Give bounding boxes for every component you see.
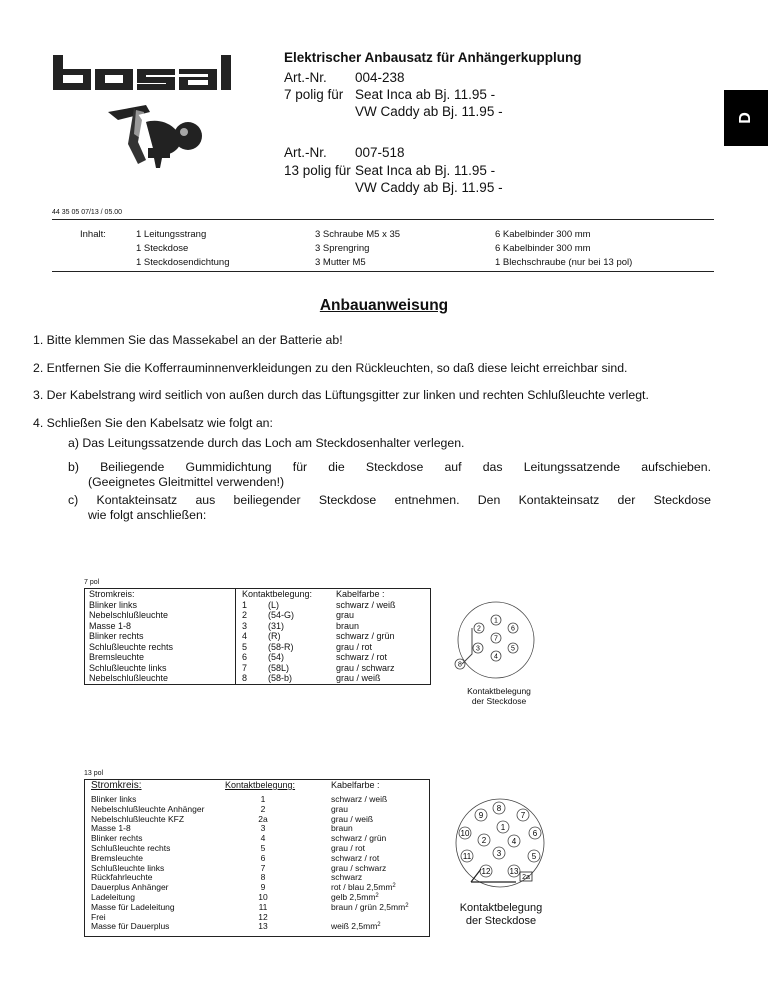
table13-cell-color: grau / rot [331,842,366,853]
table13-cell-color: schwarz / grün [331,833,387,844]
socket13-pin-2: 2 [481,836,487,845]
socket7-pin-1: 1 [494,617,498,625]
socket7-pin-2: 2 [477,625,481,633]
table13-cell-circuit: Nebelschlußleuchte Anhänger [91,803,205,814]
contents-col3 [495,228,632,270]
contents-col1 [136,228,229,270]
table13-cell-color: braun / grün 2,5mm [331,901,406,912]
step-4a: a) Das Leitungssatzende durch das Loch am Steckdosenhalter verlegen. [68,436,465,450]
table13-cell-color-wrap [331,922,381,932]
socket13-caption-line1: Kontaktbelegung [459,902,543,914]
kit2-pol-label: 13 polig für [284,163,351,178]
table13-cell-pin: 2 [260,803,266,814]
heading-text: Anbauanweisung [319,297,449,314]
table13-cell-unit-exponent: 2 [392,883,396,890]
socket13-pin-2a: 2a [522,874,530,881]
tow-bar-icon [108,105,202,168]
contents-item: 3 Schraube M5 x 35 [315,229,401,240]
table13-cell-circuit: Nebelschlußleuchte KFZ [91,813,185,824]
table7-header-pin: Kontaktbelegung: [236,589,333,600]
socket13-pin-12: 12 [481,867,491,876]
contents-item: 3 Mutter M5 [315,257,366,268]
table13-cell-circuit: Frei [91,911,106,922]
table13-cell-color: grau [331,803,349,814]
bosal-logo [50,50,255,200]
table13-cell-pin: 3 [260,823,266,834]
socket13-pin-6: 6 [532,829,538,838]
socket7-diagram [450,598,550,683]
table13-cell-circuit: Blinker rechts [91,833,143,844]
socket13-pin-11: 11 [462,852,472,861]
table13-cell-color: grau / schwarz [331,862,387,873]
socket7-pin-6: 6 [511,625,515,633]
socket7-caption [440,686,558,706]
kit1-art-value: 004-238 [355,70,405,85]
step-3: 3. Der Kabelstrang wird seitlich von außen durch das Lüftungsgitter zur linken und rechten Schlußleuchte verlegt. [33,388,649,402]
contents-col2 [315,228,400,270]
table-row: Bremsleuchte 6 (54) schwarz / rot [85,652,431,663]
table13-cell-circuit: Rückfahrleuchte [91,872,153,883]
step-1: 1. Bitte klemmen Sie das Massekabel an der Batterie ab! [33,333,343,347]
table-row: Schlußleuchte links 7 (58L) grau / schwarz [85,663,431,674]
table-row [91,815,421,825]
socket7-pin-4: 4 [494,653,498,661]
table13-cell-pin: 2a [258,813,268,824]
table13-cell-unit-exponent: 2 [405,902,409,909]
step-4c: c) Kontakteinsatz aus beiliegender Steckdose entnehmen. Den Kontakteinsatz der Steckdose [68,493,711,507]
table13-cell-circuit: Dauerplus Anhänger [91,882,169,893]
socket13-pin-10: 10 [460,829,470,838]
table13-cell-circuit: Bremsleuchte [91,852,143,863]
table-row: Blinker rechts 4 (R) schwarz / grün [85,631,431,642]
contents-item: 6 Kabelbinder 300 mm [495,243,591,254]
table13-cell-color: schwarz [331,872,363,883]
table13-cell-unit-exponent: 2 [377,922,381,929]
table-row: Nebelschlußleuchte 2 (54-G) grau [85,610,431,621]
table13-cell-color: braun [331,823,353,834]
table7-header-circuit: Stromkreis: [85,589,236,600]
socket7-caption-line1: Kontaktbelegung [467,686,531,696]
contents-item: 3 Sprengring [315,243,370,254]
document-number: 44 35 05 07/13 / 05.00 [52,209,123,216]
socket7-caption-line2: der Steckdose [471,696,527,706]
table13-cell-pin: 11 [258,901,268,912]
instructions-heading [0,297,768,315]
socket13-pin-3: 3 [496,849,502,858]
table13-cell-color: rot / blau 2,5mm [331,882,393,893]
socket13-pin-8: 8 [496,804,502,813]
table13-cell-color: schwarz / weiß [331,794,388,804]
table-row [91,903,421,913]
socket7-pin-5: 5 [511,645,515,653]
table13 [84,779,430,937]
socket13-caption-line2: der Steckdose [465,915,537,927]
socket13-diagram [450,796,555,891]
kit1-vehicle2: VW Caddy ab Bj. 11.95 - [355,104,503,119]
kit2-vehicle1: Seat Inca ab Bj. 11.95 - [355,163,496,178]
socket13-pin-9: 9 [478,811,484,820]
table13-cell-pin: 8 [260,872,266,883]
table13-cell-pin: 6 [260,852,266,863]
table13-header-pin: Kontaktbelegung: [225,780,296,790]
language-letter: D [737,112,754,124]
table13-cell-pin: 12 [258,911,268,922]
table13-body [91,795,421,932]
kit1-pol-label: 7 polig für [284,87,344,102]
table13-cell-circuit: Schlußleuchte links [91,862,165,873]
table13-header-color: Kabelfarbe : [331,780,380,790]
kit1-art-label: Art.-Nr. [284,70,327,85]
table13-label: 13 pol [84,770,104,777]
socket13-caption [436,902,566,928]
socket7-pin-3: 3 [476,645,480,653]
step-2: 2. Entfernen Sie die Kofferrauminnenverkleidungen zu den Rückleuchten, so daß diese leicht erreichbar sind. [33,361,628,375]
socket13-pin-1: 1 [500,823,506,832]
kit2-art-value: 007-518 [355,145,405,160]
table13-cell-pin: 10 [258,891,268,902]
table13-cell-circuit: Blinker links [91,794,137,804]
table13-cell-circuit: Ladeleitung [91,891,135,902]
kit1-vehicle1: Seat Inca ab Bj. 11.95 - [355,87,496,102]
divider-contents [52,271,714,272]
socket7-pin-8: 8 [458,661,462,669]
table13-cell-pin: 4 [260,833,266,844]
contents-item: 1 Leitungsstrang [136,229,207,240]
table-row: Blinker links 1 (L) schwarz / weiß [85,600,431,611]
table-row: Masse 1-8 3 (31) braun [85,621,431,632]
table-row [91,922,421,932]
table13-cell-color: schwarz / rot [331,852,380,863]
table13-cell-pin: 7 [260,862,266,873]
table13-cell-circuit: Masse 1-8 [91,823,131,834]
table13-cell-pin: 5 [260,842,266,853]
contents-item: 1 Steckdosendichtung [136,257,230,268]
table13-cell-circuit: Schlußleuchte rechts [91,842,171,853]
divider-top [52,219,714,220]
socket13-pin-5: 5 [531,852,537,861]
table13-cell-circuit: Masse für Ladeleitung [91,901,175,912]
contents-label: Inhalt: [80,229,106,240]
kit2-vehicle2: VW Caddy ab Bj. 11.95 - [355,180,503,195]
table13-cell-color: gelb 2,5mm [331,891,376,902]
table-row: Schlußleuchte rechts 5 (58-R) grau / rot [85,642,431,653]
table13-header-circuit: Stromkreis: [91,780,142,791]
language-tab [724,90,768,146]
socket13-pin-4: 4 [511,837,517,846]
table7-header-color: Kabelfarbe : [332,589,431,600]
step-4c-cont: wie folgt anschließen: [88,508,207,522]
kit2-art-label: Art.-Nr. [284,145,327,160]
table13-cell-circuit: Masse für Dauerplus [91,921,170,932]
table13-cell-color: grau / weiß [331,813,374,824]
document-title: Elektrischer Anbausatz für Anhängerkupplung [284,50,582,65]
table13-cell-color: weiß 2,5mm [331,921,378,932]
table7 [84,588,431,685]
table13-cell-pin: 9 [260,882,266,893]
contents-item: 1 Steckdose [136,243,189,254]
socket13-pin-13: 13 [509,867,519,876]
step-4: 4. Schließen Sie den Kabelsatz wie folgt an: [33,416,273,430]
contents-item: 1 Blechschraube (nur bei 13 pol) [495,257,633,268]
table13-cell-color-wrap [331,903,409,913]
socket7-pin-7: 7 [494,635,498,643]
socket13-pin-7: 7 [520,811,526,820]
table-row: Nebelschlußleuchte 8 (58-b) grau / weiß [85,673,431,684]
table13-cell-pin: 1 [260,794,266,804]
contents-item: 6 Kabelbinder 300 mm [495,229,591,240]
table7-label: 7 pol [84,579,100,586]
table13-cell-unit-exponent: 2 [375,892,379,899]
step-4b: b) Beiliegende Gummidichtung für die Steckdose auf das Leitungssatzende aufschieben. [68,460,711,474]
step-4b-note: (Geeignetes Gleitmittel verwenden!) [88,475,285,489]
table13-cell-pin: 13 [258,921,268,932]
